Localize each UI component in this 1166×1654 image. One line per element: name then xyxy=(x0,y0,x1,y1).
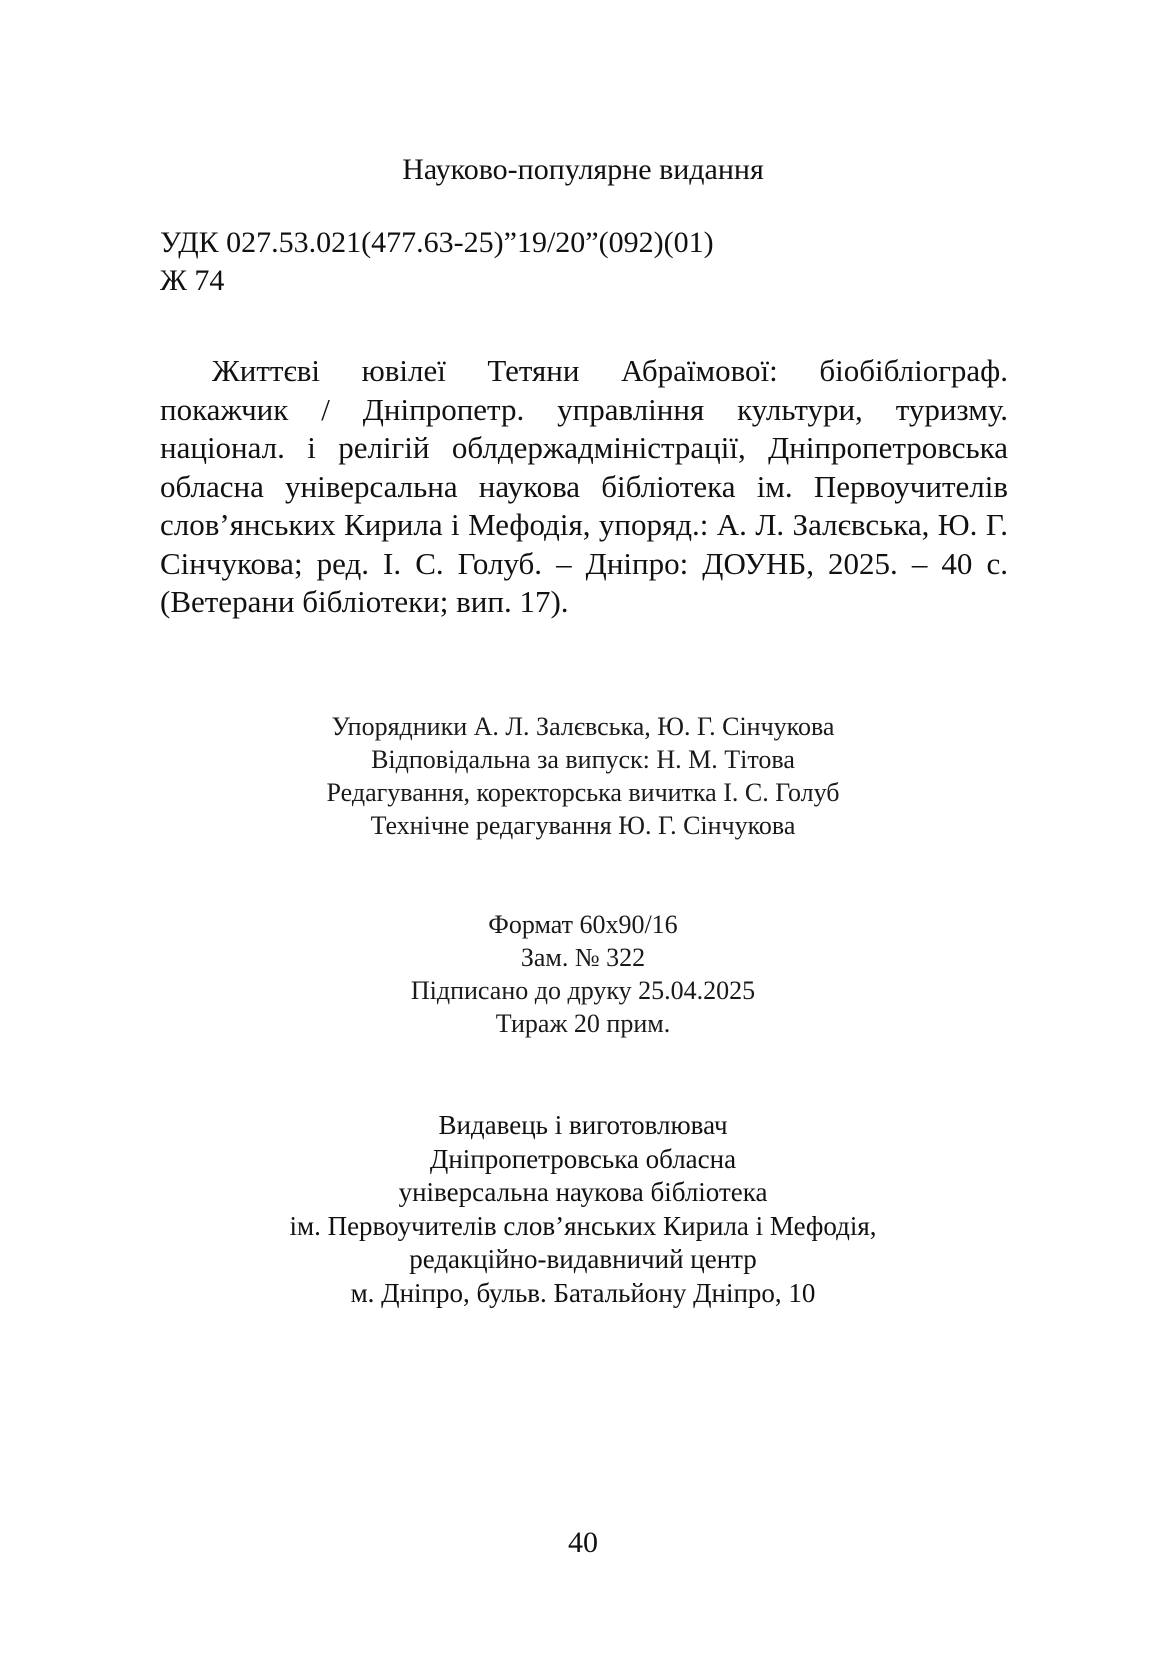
credits-compilers: Упорядники А. Л. Залєвська, Ю. Г. Сінчукова xyxy=(331,712,835,741)
classification-block xyxy=(160,224,714,300)
credits-editing: Редагування, коректорська вичитка І. С. Голуб xyxy=(326,778,840,807)
credits-responsible: Відповідальна за випуск: Н. М. Тітова xyxy=(371,745,795,774)
bibliographic-description: Життєві ювілеї Тетяни Абраїмової: біобібліограф. покажчик / Дніпропетр. управління культури, туризму. націонал. і релігій облдержадміністрації, Дніпропетровська обласна універсальна наукова бібліотека ім. Первоучителів слов’янських Кирила і Мефодія, упоряд.: А. Л. Залєвська, Ю. Г. Сінчукова; ред. І. С. Голуб. – Дніпро: ДОУНБ, 2025. – 40 с. (Ветерани бібліотеки; вип. 17). xyxy=(160,353,1008,619)
print-info-block xyxy=(0,908,1166,1040)
publisher-line: універсальна наукова бібліотека xyxy=(398,1177,768,1207)
print-order-number: Зам. № 322 xyxy=(520,943,646,972)
print-run: Тираж 20 прим. xyxy=(495,1009,671,1038)
publisher-address: м. Дніпро, бульв. Батальйону Дніпро, 10 xyxy=(350,1277,816,1308)
publisher-line: ім. Первоучителів слов’янських Кирила і Мефодія, xyxy=(289,1210,877,1241)
publisher-line: Дніпропетровська обласна xyxy=(429,1143,737,1174)
page-number: 40 xyxy=(568,1526,598,1559)
publisher-block xyxy=(0,1109,1166,1310)
author-sign: Ж 74 xyxy=(160,264,225,297)
publisher-line: редакційно-видавничий центр xyxy=(409,1244,757,1274)
edition-type: Науково-популярне видання xyxy=(402,153,764,186)
print-format: Формат 60х90/16 xyxy=(488,910,678,939)
udk-code: УДК 027.53.021(477.63-25)”19/20”(092)(01) xyxy=(160,226,714,259)
publisher-line: Видавець і виготовлювач xyxy=(438,1110,728,1140)
print-signed-date: Підписано до друку 25.04.2025 xyxy=(410,976,756,1005)
credits-technical-editing: Технічне редагування Ю. Г. Сінчукова xyxy=(370,811,796,840)
credits-block xyxy=(0,710,1166,842)
